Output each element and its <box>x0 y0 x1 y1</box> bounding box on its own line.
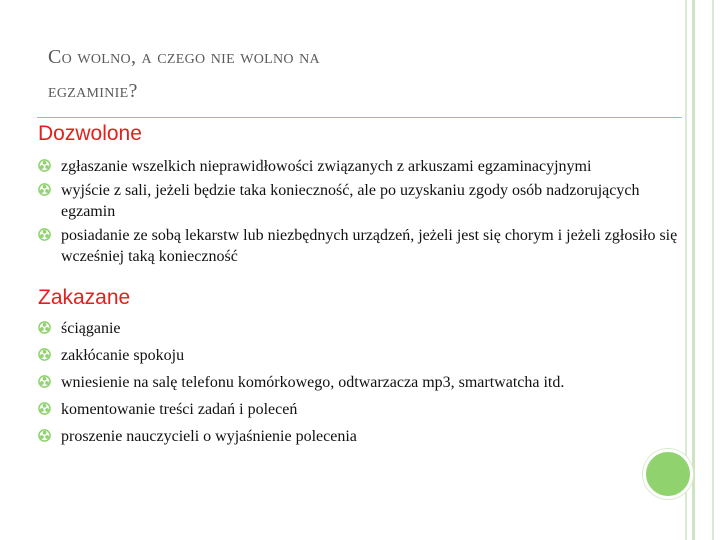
list-item-text: komentowanie treści zadań i poleceń <box>61 401 298 418</box>
decorative-rail <box>692 0 695 540</box>
list-item <box>38 180 678 222</box>
list-item-text: posiadanie ze sobą lekarstw lub niezbędnych urządzeń, jeżeli jest się chorym i jeżeli zgłosiło się wcześniej taką konieczność <box>61 227 678 265</box>
flower-bullet-icon <box>38 183 51 196</box>
slide-title <box>48 40 608 108</box>
list-item-text: proszenie nauczycieli o wyjaśnienie polecenia <box>61 428 357 445</box>
list-item <box>38 345 678 366</box>
list-item <box>38 372 678 393</box>
allowed-list <box>38 156 678 270</box>
title-line-2: egzaminie? <box>48 80 138 102</box>
flower-bullet-icon <box>38 429 51 442</box>
flower-bullet-icon <box>38 159 51 172</box>
decorative-circle <box>643 449 693 499</box>
allowed-heading: Dozwolone <box>38 122 142 145</box>
list-item-text: wniesienie na salę telefonu komórkowego, odtwarzacza mp3, smartwatcha itd. <box>61 374 565 391</box>
decorative-rail <box>712 0 714 540</box>
list-item <box>38 318 678 339</box>
flower-bullet-icon <box>38 321 51 334</box>
flower-bullet-icon <box>38 228 51 241</box>
forbidden-list <box>38 318 678 453</box>
list-item <box>38 156 678 177</box>
list-item <box>38 225 678 267</box>
list-item-text: zakłócanie spokoju <box>61 347 185 364</box>
list-item-text: zgłaszanie wszelkich nieprawidłowości związanych z arkuszami egzaminacyjnymi <box>61 158 592 175</box>
forbidden-heading: Zakazane <box>38 286 131 309</box>
flower-bullet-icon <box>38 402 51 415</box>
list-item <box>38 399 678 420</box>
list-item <box>38 426 678 447</box>
title-line-1: Co wolno, a czego nie wolno na <box>48 46 320 68</box>
title-divider <box>37 117 682 118</box>
list-item-text: ściąganie <box>61 320 121 337</box>
flower-bullet-icon <box>38 348 51 361</box>
flower-bullet-icon <box>38 375 51 388</box>
list-item-text: wyjście z sali, jeżeli będzie taka konieczność, ale po uzyskaniu zgody osób nadzorujących egzamin <box>61 182 640 220</box>
